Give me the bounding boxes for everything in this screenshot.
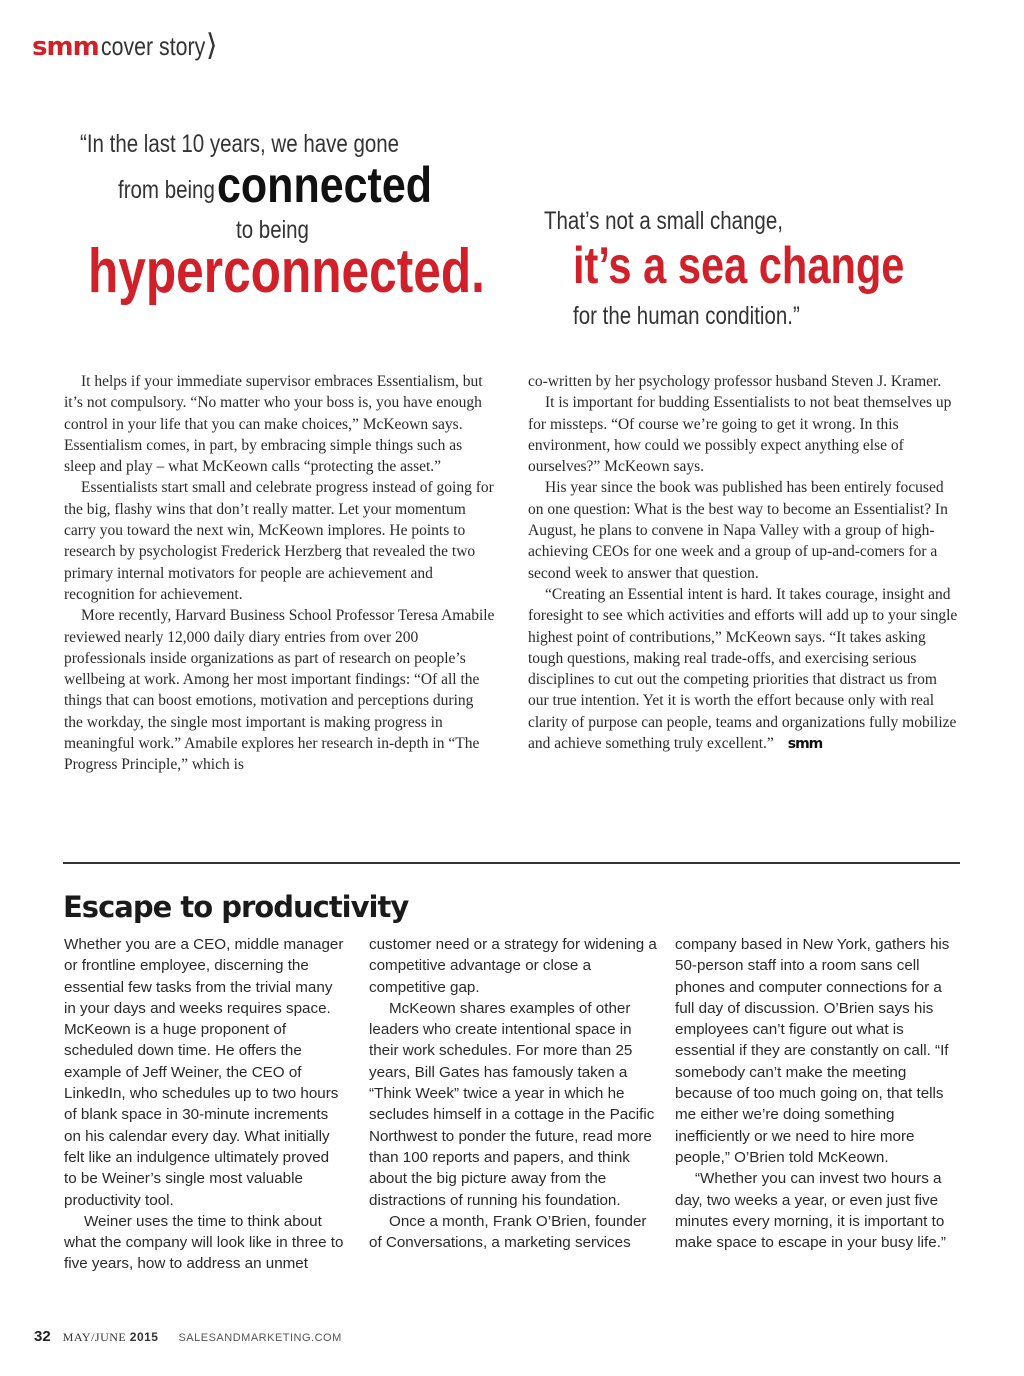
paragraph: It helps if your immediate supervisor embraces Essentialism, but it’s not compulsory. “No matter who your boss is, you have enough control in your life that you can make choices,” McKeown says. Essentialism comes, in part, by embracing simple things such as sleep and play – what McKeown calls “protecting the asset.” xyxy=(64,373,483,476)
sidebar-title: Escape to productivity xyxy=(63,890,409,924)
brand-logo: smm xyxy=(32,32,99,62)
chevron-right-icon: ⟩ xyxy=(205,28,218,63)
pull-quote-line: That’s not a small change, xyxy=(544,207,783,235)
pull-quote-emphasis: connected xyxy=(217,157,433,213)
pull-quote-highlight: hyperconnected. xyxy=(88,237,485,306)
page-number: 32 xyxy=(34,1328,51,1345)
end-mark: smm xyxy=(787,736,823,753)
page-footer xyxy=(34,1328,342,1345)
section-label: cover story xyxy=(100,31,205,61)
website-url: SALESANDMARKETING.COM xyxy=(178,1332,342,1344)
pull-quote-line: for the human condition.” xyxy=(573,302,800,330)
issue-date xyxy=(63,1330,159,1345)
paragraph: co-written by her psychology professor husband Steven J. Kramer. xyxy=(528,373,942,390)
pull-quote-line: “In the last 10 years, we have gone xyxy=(80,130,400,158)
paragraph: Essentialists start small and celebrate progress instead of going for the big, flashy wins that don’t really matter. Let your momentum carry you toward the next win, McKeown implores. He points to research by psychologist Frederick Herzberg that revealed the two primary internal motivators for people are achievement and recognition for achievement. xyxy=(64,479,494,603)
paragraph: Weiner uses the time to think about what the company will look like in three to five years, how to address an unmet xyxy=(64,1212,344,1273)
paragraph: McKeown shares examples of other leaders who create intentional space in their work schedules. For more than 25 years, Bill Gates has famously taken a “Think Week” twice a year in which he secludes himself in a cottage in the Pacific Northwest to ponder the future, read more than 100 reports and papers, and think about the big picture away from the distractions of running his foundation. xyxy=(369,999,655,1209)
sidebar-column-1 xyxy=(64,934,344,1275)
pull-quote-line: to being xyxy=(236,216,309,244)
pull-quote-highlight: it’s a sea change xyxy=(573,237,905,295)
issue-year: 2015 xyxy=(129,1330,159,1344)
paragraph xyxy=(528,584,960,755)
sidebar-column-3 xyxy=(675,934,961,1253)
paragraph: company based in New York, gathers his 50-person staff into a room sans cell phones and computer connections for a full day of discussion. O’Brien says his employees can’t figure out what is essential if they are constantly on call. “If somebody can’t make the meeting because of too much going on, that tells me either we’re doing something inefficiently or we need to hire more people,” O’Brien told McKeown. xyxy=(675,936,950,1166)
paragraph: More recently, Harvard Business School Professor Teresa Amabile reviewed nearly 12,000 daily diary entries from over 200 professionals inside organizations as part of research on people’s wellbeing at work. Among her most important findings: “Of all the things that can boost emotions, motivation and perceptions during the workday, the single most important is making progress in meaningful work.” Amabile explores her research in-depth in “The Progress Principle,” which is xyxy=(64,607,495,774)
article-column-left xyxy=(64,371,496,776)
paragraph: Once a month, Frank O’Brien, founder of Conversations, a marketing services xyxy=(369,1212,647,1252)
section-divider xyxy=(63,862,960,864)
sidebar-column-2 xyxy=(369,934,659,1253)
article-column-right xyxy=(528,371,960,755)
paragraph-text: “Creating an Essential intent is hard. It takes courage, insight and foresight to see which activities and efforts will add up to your single highest point of contributions,” McKeown says. “It takes asking tough questions, making real trade-offs, and exercising serious disciplines to cut out the competing priorities that distract us from our true intention. Yet it is worth the effort because only with real clarity of purpose can people, teams and organizations fully mobilize and achieve something truly excellent.” xyxy=(528,585,958,753)
paragraph: customer need or a strategy for widening a competitive advantage or close a competitive gap. xyxy=(369,936,657,996)
paragraph: It is important for budding Essentialists to not beat themselves up for missteps. “Of course we’re going to get it wrong. In this environment, how could we possibly expect anything else of ourselves?” McKeown says. xyxy=(528,394,952,476)
section-header xyxy=(32,28,218,63)
issue-month: MAY/JUNE xyxy=(62,1330,127,1344)
paragraph: Whether you are a CEO, middle manager or frontline employee, discerning the essential few tasks from the trivial many in your days and weeks requires space. McKeown is a huge proponent of scheduled down time. He offers the example of Jeff Weiner, the CEO of LinkedIn, who schedules up to two hours of blank space in 30-minute increments on his calendar every day. What initially felt like an indulgence ultimately proved to be Weiner’s single most valuable productivity tool. xyxy=(64,936,344,1209)
paragraph: “Whether you can invest two hours a day, two weeks a year, or even just five minutes every morning, it is important to make space to escape in your busy life.” xyxy=(675,1170,946,1252)
pull-quote-line: from being xyxy=(118,176,215,204)
paragraph: His year since the book was published has been entirely focused on one question: What is the best way to become an Essentialist? In August, he plans to convene in Napa Valley with a group of high-achieving CEOs for one week and a group of up-and-comers for a second week to answer that question. xyxy=(528,479,948,582)
